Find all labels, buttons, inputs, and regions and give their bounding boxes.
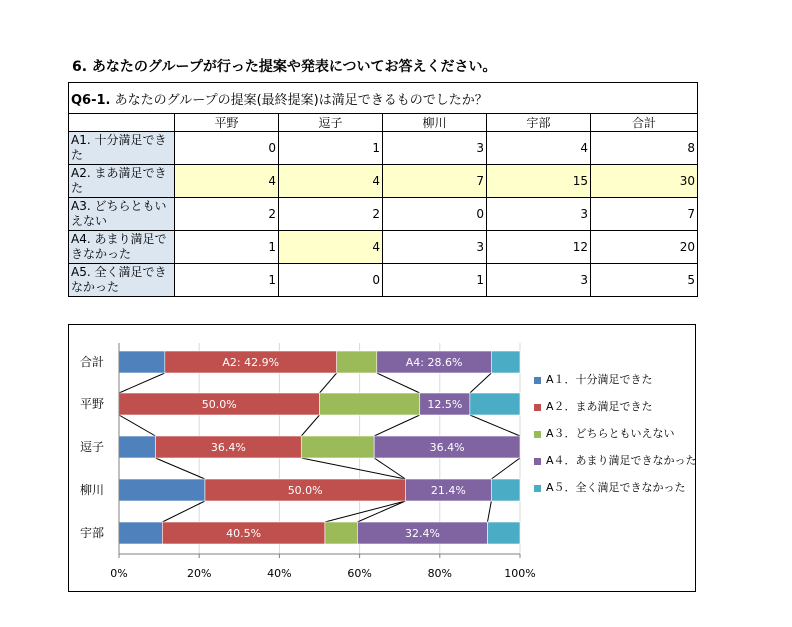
legend-item — [534, 427, 704, 440]
table-cell: 20 — [591, 231, 698, 264]
data-label: 12.5% — [427, 398, 463, 411]
section-heading: 6. あなたのグループが行った提案や発表についてお答えください。 — [72, 59, 497, 75]
bar-segment — [119, 351, 165, 373]
bar-segment — [491, 351, 520, 373]
header-corner — [69, 114, 175, 132]
legend-label: A５．全く満足できなかった — [546, 481, 686, 494]
table-cell: 7 — [591, 198, 698, 231]
legend-label: A２．まあ満足できた — [546, 400, 653, 413]
data-label: 40.5% — [226, 527, 262, 540]
data-label: 36.4% — [210, 441, 246, 454]
data-label: 50.0% — [287, 484, 323, 497]
series-line — [155, 458, 204, 479]
category-label: 逗子 — [79, 440, 104, 454]
table-cell: 0 — [383, 198, 487, 231]
bar-segment — [491, 479, 520, 501]
legend-label: A４．あまり満足できなかった — [546, 454, 697, 467]
table-cell: 12 — [487, 231, 591, 264]
table-cell: 4 — [487, 132, 591, 165]
column-header: 平野 — [175, 114, 279, 132]
table-cell: 1 — [175, 231, 279, 264]
category-label: 平野 — [79, 397, 104, 411]
legend-item — [534, 481, 704, 494]
data-label: 21.4% — [430, 484, 466, 497]
x-tick-label: 80% — [427, 567, 453, 580]
legend-swatch — [534, 485, 541, 492]
table-cell: 1 — [175, 264, 279, 297]
series-line — [470, 373, 491, 393]
table-cell: 0 — [175, 132, 279, 165]
series-line — [491, 458, 520, 479]
table-row — [69, 264, 698, 297]
row-label: A4. あまり満足できなかった — [69, 231, 175, 264]
table-cell: 8 — [591, 132, 698, 165]
legend-label: A３．どちらともいえない — [546, 427, 675, 440]
table-cell: 4 — [279, 231, 383, 264]
series-line — [119, 415, 155, 436]
x-tick-label: 100% — [504, 567, 536, 580]
table-cell: 3 — [487, 264, 591, 297]
category-label: 柳川 — [79, 483, 104, 497]
table-cell: 1 — [383, 264, 487, 297]
bar-segment — [487, 522, 520, 544]
table-cell: 3 — [383, 132, 487, 165]
table-row — [69, 198, 698, 231]
table-cell: 3 — [383, 231, 487, 264]
bar-segment — [320, 393, 420, 415]
bar-segment — [119, 436, 155, 458]
series-line — [119, 373, 165, 393]
data-label: 50.0% — [201, 398, 237, 411]
header-row — [69, 114, 698, 132]
data-label: 32.4% — [404, 527, 440, 540]
row-label: A1. 十分満足できた — [69, 132, 175, 165]
table-cell: 15 — [487, 165, 591, 198]
table-cell: 4 — [175, 165, 279, 198]
table-cell: 2 — [175, 198, 279, 231]
data-label: 36.4% — [429, 441, 465, 454]
bar-segment — [470, 393, 520, 415]
legend-swatch — [534, 431, 541, 438]
table-cell: 3 — [487, 198, 591, 231]
bar-segment — [325, 522, 358, 544]
column-header: 柳川 — [383, 114, 487, 132]
table-cell: 2 — [279, 198, 383, 231]
x-tick-label: 0% — [110, 567, 128, 580]
table-row — [69, 165, 698, 198]
legend-swatch — [534, 458, 541, 465]
table-cell: 30 — [591, 165, 698, 198]
series-line — [377, 373, 420, 393]
column-header: 合計 — [591, 114, 698, 132]
question-title — [69, 83, 698, 114]
category-label: 宇部 — [79, 526, 104, 540]
legend-swatch — [534, 404, 541, 411]
series-line — [470, 415, 520, 436]
row-label: A2. まあ満足できた — [69, 165, 175, 198]
question-id: Q6-1. — [71, 92, 111, 108]
table-cell: 7 — [383, 165, 487, 198]
bar-segment — [119, 479, 205, 501]
legend-item — [534, 454, 704, 467]
x-tick-label: 20% — [186, 567, 212, 580]
legend-item — [534, 400, 704, 413]
table-row — [69, 132, 698, 165]
table-cell: 4 — [279, 165, 383, 198]
series-line — [487, 501, 491, 522]
series-line — [374, 415, 420, 436]
bar-segment — [119, 522, 162, 544]
data-label: A2: 42.9% — [222, 356, 280, 369]
x-tick-label: 40% — [267, 567, 292, 580]
data-label: A4: 28.6% — [405, 356, 463, 369]
column-header: 宇部 — [487, 114, 591, 132]
x-tick-label: 60% — [347, 567, 372, 580]
series-line — [301, 415, 319, 436]
chart-legend — [534, 373, 704, 508]
column-header: 逗子 — [279, 114, 383, 132]
legend-swatch — [534, 377, 541, 384]
row-label: A3. どちらともいえない — [69, 198, 175, 231]
series-line — [320, 373, 337, 393]
table-cell: 1 — [279, 132, 383, 165]
table-cell: 0 — [279, 264, 383, 297]
table-row — [69, 231, 698, 264]
table-cell: 5 — [591, 264, 698, 297]
bar-segment — [337, 351, 377, 373]
legend-label: A１．十分満足できた — [546, 373, 653, 386]
question-text: あなたのグループの提案(最終提案)は満足できるものでしたか？ — [114, 92, 488, 108]
survey-table — [68, 82, 698, 297]
category-label: 合計 — [79, 355, 104, 369]
row-label: A5. 全く満足できなかった — [69, 264, 175, 297]
bar-segment — [301, 436, 374, 458]
legend-item — [534, 373, 704, 386]
series-line — [162, 501, 205, 522]
